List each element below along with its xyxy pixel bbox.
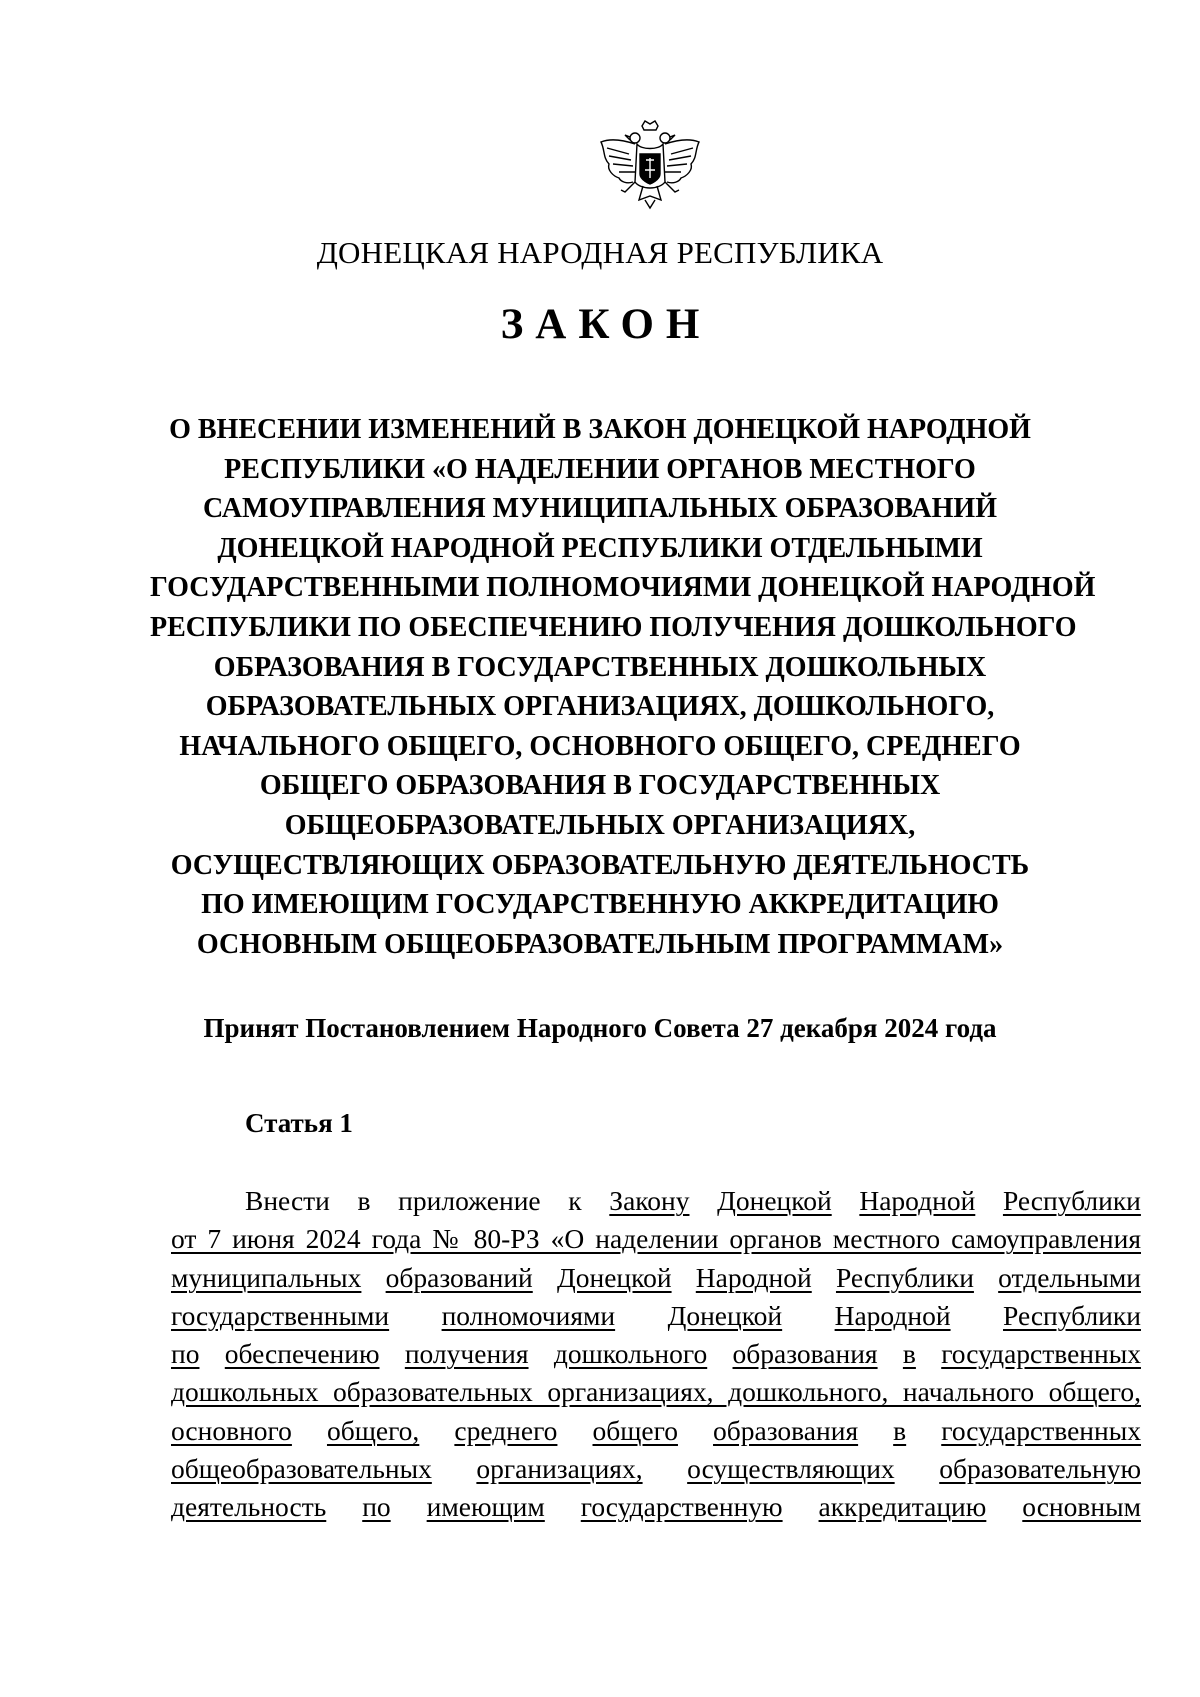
heading-line: ПО ИМЕЮЩИМ ГОСУДАРСТВЕННУЮ АККРЕДИТАЦИЮ xyxy=(201,889,999,921)
law-link-text[interactable]: образования xyxy=(732,1338,878,1370)
law-link-text[interactable]: обеспечению xyxy=(224,1338,380,1370)
law-link-text[interactable]: Народной xyxy=(695,1261,812,1293)
law-link-text[interactable]: общеобразовательных xyxy=(171,1453,432,1485)
law-title: ЗАКОН xyxy=(500,301,712,348)
heading-line: ОБЩЕОБРАЗОВАТЕЛЬНЫХ ОРГАНИЗАЦИЯХ, xyxy=(284,809,916,841)
law-link-text[interactable]: осуществляющих xyxy=(687,1453,895,1485)
article-line xyxy=(171,1412,1141,1450)
law-link-text[interactable]: образовательную xyxy=(939,1453,1141,1485)
law-link-text[interactable]: образований xyxy=(385,1261,533,1293)
law-link-text[interactable]: государственных xyxy=(941,1414,1141,1446)
law-link-text[interactable]: имеющим xyxy=(426,1491,545,1523)
article-word: приложение xyxy=(398,1185,541,1216)
double-headed-eagle-icon xyxy=(595,120,705,212)
law-link-text[interactable]: образования xyxy=(713,1414,859,1446)
heading-line: НАЧАЛЬНОГО ОБЩЕГО, ОСНОВНОГО ОБЩЕГО, СРЕДНЕГО xyxy=(179,730,1021,762)
law-link-text[interactable]: получения xyxy=(404,1338,529,1370)
article-line xyxy=(171,1373,1141,1411)
law-link-text[interactable]: государственными xyxy=(171,1299,390,1331)
law-link-word[interactable]: Народной xyxy=(859,1185,976,1216)
law-link-text[interactable]: дошкольного xyxy=(553,1338,708,1370)
law-link-word[interactable]: Закону xyxy=(609,1185,690,1216)
law-link-text[interactable]: муниципальных xyxy=(171,1261,362,1293)
law-link-text[interactable]: общего xyxy=(592,1414,678,1446)
article-line xyxy=(171,1182,1141,1220)
law-link-text[interactable]: от 7 июня 2024 года № 80-РЗ «О наделении органов местного самоуправления xyxy=(171,1223,1141,1255)
heading-line: ОБРАЗОВАНИЯ В ГОСУДАРСТВЕННЫХ ДОШКОЛЬНЫХ xyxy=(213,651,987,683)
article-word: к xyxy=(568,1185,582,1216)
article-line xyxy=(171,1259,1141,1297)
law-link-text[interactable]: основным xyxy=(1022,1491,1141,1523)
law-link-text[interactable]: Республики xyxy=(835,1261,974,1293)
article-line xyxy=(171,1488,1141,1526)
law-link-text[interactable]: аккредитацию xyxy=(818,1491,987,1523)
adoption-note: Принят Постановлением Народного Совета 27 декабря 2024 года xyxy=(203,1013,997,1043)
law-link-word[interactable]: Республики xyxy=(1002,1185,1141,1216)
law-link-text[interactable]: Донецкой xyxy=(667,1299,783,1331)
law-link-text[interactable]: государственную xyxy=(580,1491,783,1523)
law-link-text[interactable]: общего, xyxy=(326,1414,420,1446)
heading-line: РЕСПУБЛИКИ ПО ОБЕСПЕЧЕНИЮ ПОЛУЧЕНИЯ ДОШКОЛЬНОГО xyxy=(150,611,1077,643)
law-heading xyxy=(150,410,1096,964)
law-link-text[interactable]: по xyxy=(171,1338,200,1370)
law-link-text[interactable]: по xyxy=(362,1491,391,1523)
article-body xyxy=(171,1182,1141,1527)
law-link-word[interactable]: Донецкой xyxy=(717,1185,832,1216)
heading-line: РЕСПУБЛИКИ «О НАДЕЛЕНИИ ОРГАНОВ МЕСТНОГО xyxy=(224,453,976,485)
heading-line: ОБЩЕГО ОБРАЗОВАНИЯ В ГОСУДАРСТВЕННЫХ xyxy=(259,770,941,802)
heading-line: ОБРАЗОВАТЕЛЬНЫХ ОРГАНИЗАЦИЯХ, ДОШКОЛЬНОГО, xyxy=(205,691,995,723)
article-word: в xyxy=(357,1185,371,1216)
law-link-text[interactable]: основного xyxy=(171,1414,292,1446)
article-title: Статья 1 xyxy=(245,1108,353,1138)
law-link-text[interactable]: организациях, xyxy=(476,1453,643,1485)
article-line xyxy=(171,1297,1141,1335)
heading-line: ДОНЕЦКОЙ НАРОДНОЙ РЕСПУБЛИКИ ОТДЕЛЬНЫМИ xyxy=(217,532,983,564)
heading-line: ОСУЩЕСТВЛЯЮЩИХ ОБРАЗОВАТЕЛЬНУЮ ДЕЯТЕЛЬНОСТЬ xyxy=(170,849,1030,881)
law-link-text[interactable]: деятельность xyxy=(171,1491,327,1523)
law-link-text[interactable]: в xyxy=(893,1414,907,1446)
law-link-text[interactable]: отдельными xyxy=(998,1261,1141,1293)
law-link-text[interactable]: Республики xyxy=(1003,1299,1141,1331)
law-link-text[interactable]: среднего xyxy=(454,1414,558,1446)
law-link-text[interactable]: дошкольных образовательных организациях, дошкольного, начального общего, xyxy=(171,1376,1141,1408)
law-link-text[interactable]: полномочиями xyxy=(441,1299,616,1331)
article-line xyxy=(171,1335,1141,1373)
coat-of-arms-emblem xyxy=(595,120,705,212)
law-link-text[interactable]: государственных xyxy=(941,1338,1141,1370)
article-line xyxy=(171,1220,1141,1258)
law-link-text[interactable]: Народной xyxy=(834,1299,951,1331)
law-link-text[interactable]: в xyxy=(902,1338,916,1370)
republic-name: ДОНЕЦКАЯ НАРОДНАЯ РЕСПУБЛИКА xyxy=(316,235,884,270)
heading-line: САМОУПРАВЛЕНИЯ МУНИЦИПАЛЬНЫХ ОБРАЗОВАНИЙ xyxy=(202,493,997,525)
law-link-text[interactable]: Донецкой xyxy=(556,1261,672,1293)
heading-line: ОСНОВНЫМ ОБЩЕОБРАЗОВАТЕЛЬНЫМ ПРОГРАММАМ» xyxy=(196,928,1004,960)
heading-line: О ВНЕСЕНИИ ИЗМЕНЕНИЙ В ЗАКОН ДОНЕЦКОЙ НАРОДНОЙ xyxy=(169,414,1031,445)
article-line xyxy=(171,1450,1141,1488)
heading-line: ГОСУДАРСТВЕННЫМИ ПОЛНОМОЧИЯМИ ДОНЕЦКОЙ НАРОДНОЙ xyxy=(150,572,1096,604)
article-word: Внести xyxy=(245,1185,330,1216)
